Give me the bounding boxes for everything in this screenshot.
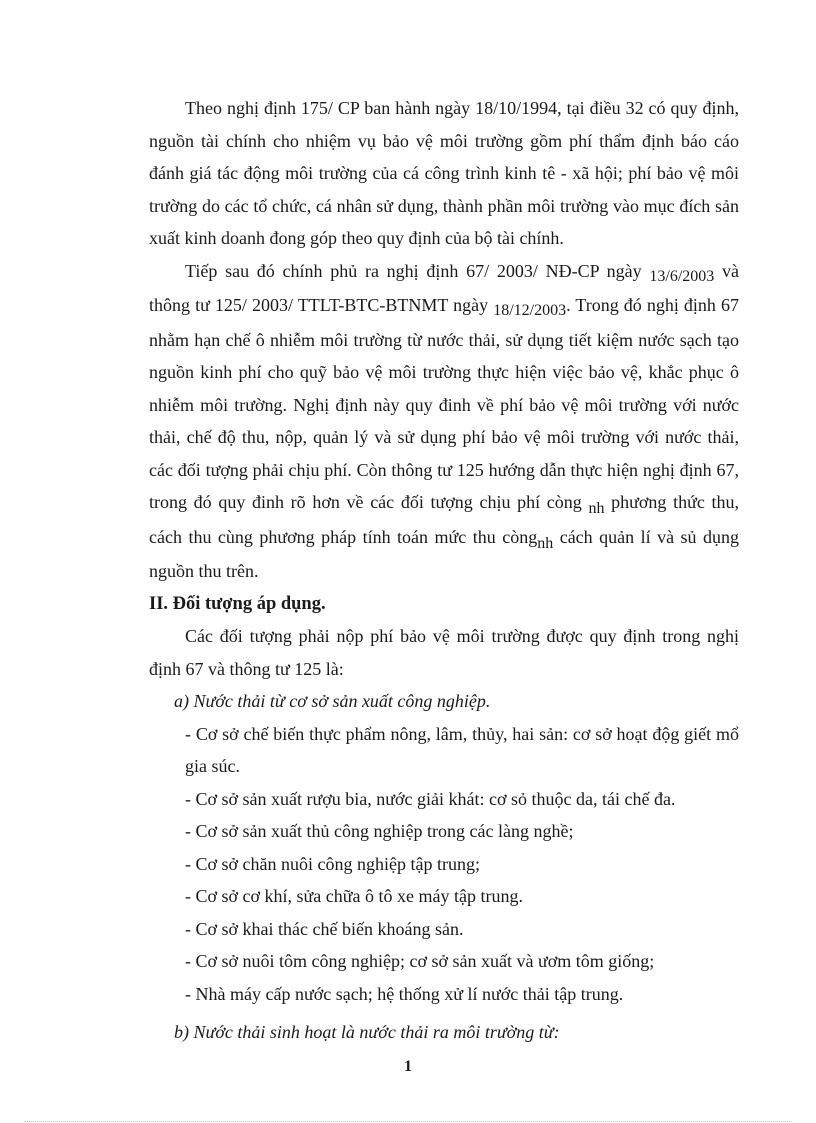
- list-item: - Cơ sở khai thác chế biến khoáng sản.: [185, 918, 464, 939]
- date-circular-125: 18/12/2003: [493, 302, 567, 319]
- date-decree-67: 13/6/2003: [649, 267, 715, 285]
- list-item: - Cơ sở chế biến thực phẩm nông, lâm, thủy, hai sản: cơ sở hoạt độg giết mổ gia súc.: [185, 723, 739, 776]
- paragraph-decree-67-part-e: cách quản lí và sủ dụng nguồn thu trên.: [149, 526, 740, 581]
- paragraph-subjects-intro: Các đối tượng phải nộp phí bảo vệ môi trường được quy định trong nghị định 67 và thông tư 125 là:: [149, 626, 739, 679]
- list-item: - Cơ sở cơ khí, sửa chữa ô tô xe máy tập trung.: [185, 886, 524, 906]
- paragraph-decree-175: Theo nghị định 175/ CP ban hành ngày 18/10/1994, tại điều 32 có quy định, nguồn tài chính cho nhiệm vụ bảo vệ môi trường gồm phí thẩm định báo cáo đánh giá tác động môi trường của cá công trình kinh tê - xã hội; phí bảo vệ môi trường do các tổ chức, cá nhân sử dụng, thành phần môi trường vào mục đích sản xuất kinh doanh đong góp theo quy định của bộ tài chính.: [149, 98, 739, 248]
- page-number: 1: [404, 1058, 412, 1075]
- paragraph-decree-67-part-d: phương thức thu, cách thu cùng phương pháp tính toán mức thu còng: [149, 492, 739, 547]
- list-item: - Cơ sở chăn nuôi công nghiệp tập trung;: [185, 853, 480, 874]
- paragraph-decree-67-part-b: và thông tư 125/ 2003/ TTLT-BTC-BTNMT ngày: [149, 260, 740, 315]
- page-bottom-divider: [24, 1121, 792, 1122]
- fragment-nh-1: nh: [588, 500, 605, 517]
- list-item: - Nhà máy cấp nước sạch; hệ thống xử lí nước thải tập trung.: [185, 983, 624, 1004]
- list-item: - Cơ sở sản xuất rượu bia, nước giải khát: cơ sỏ thuộc da, tái chế đa.: [185, 788, 676, 809]
- paragraph-decree-67-part-c: . Trong đó nghị định 67 nhằm hạn chế ô nhiễm môi trường từ nước thải, sử dụng tiết kiệm nước sạch tạo nguồn kinh phí cho quỹ bảo vệ môi trường thực hiện việc bảo vệ, khắc phục ô nhiễm môi trường. Nghị định này quy đinh về phí bảo vệ môi trường với nước thải, chế độ thu, nộp, quản lý và sử dụng phí bảo vệ môi trường với nước thải, các đối tượng phải chịu phí. Còn thông tư 125 hướng dẫn thực hiện nghị định 67, trong đó quy đinh rõ hơn về các đối tượng chịu phí còng: [149, 295, 739, 512]
- section-heading: II. Đối tượng áp dụng.: [149, 593, 326, 614]
- list-item: - Cơ sở nuôi tôm công nghiệp; cơ sở sản xuất và ươm tôm giống;: [185, 951, 655, 971]
- list-item: - Cơ sở sản xuất thủ công nghiệp trong các làng nghề;: [185, 821, 574, 841]
- paragraph-decree-67-part-a: Tiếp sau đó chính phủ ra nghị định 67/ 2003/ NĐ-CP ngày: [185, 260, 642, 281]
- subsection-b-title: b) Nước thải sinh hoạt là nước thải ra môi trường từ:: [174, 1022, 560, 1042]
- subsection-a-title: a) Nước thải từ cơ sở sản xuất công nghiệp.: [174, 691, 491, 711]
- fragment-nh-2: nh: [537, 534, 554, 552]
- paragraph-decree-67: [149, 255, 739, 588]
- document-body: [149, 92, 739, 1049]
